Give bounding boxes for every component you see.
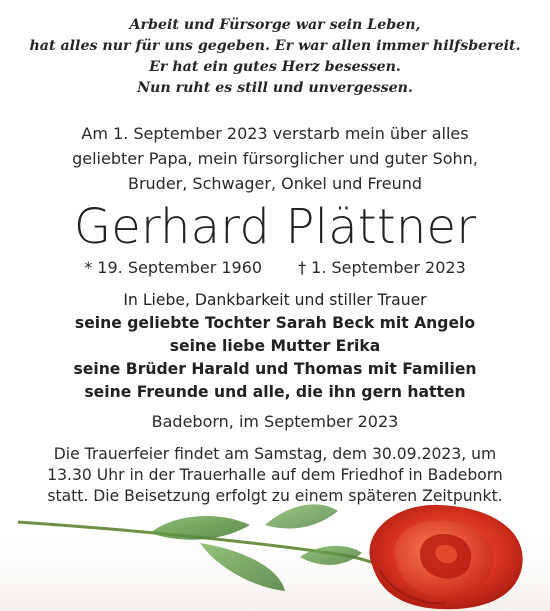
death-announcement [0, 121, 550, 196]
service-line: Die Trauerfeier findet am Samstag, dem 30.09.2023, um [53, 445, 497, 463]
memorial-poem [0, 15, 550, 99]
death-date: † 1. September 2023 [298, 258, 466, 277]
red-rose-image [0, 495, 550, 611]
mourner-line: seine Brüder Harald und Thomas mit Familien [73, 360, 477, 378]
mourner-line: seine liebe Mutter Erika [169, 337, 381, 355]
mourner-line: seine geliebte Tochter Sarah Beck mit Angelo [74, 314, 476, 332]
poem-line: Er hat ein gutes Herz besessen. [149, 59, 401, 75]
mourners-lead: In Liebe, Dankbarkeit und stiller Trauer [123, 291, 427, 309]
intro-line: Bruder, Schwager, Onkel und Freund [127, 174, 423, 193]
birth-date: * 19. September 1960 [84, 258, 263, 277]
poem-line: Arbeit und Fürsorge war sein Leben, [129, 17, 421, 33]
poem-line: Nun ruht es still und unvergessen. [137, 80, 413, 96]
place-and-date: Badeborn, im September 2023 [151, 412, 399, 431]
service-line: 13.30 Uhr in der Trauerhalle auf dem Friedhof in Badeborn [47, 466, 503, 484]
poem-line: hat alles nur für uns gegeben. Er war allen immer hilfsbereit. [29, 38, 521, 54]
mourner-line: seine Freunde und alle, die ihn gern hatten [84, 383, 466, 401]
mourners-list [0, 289, 550, 404]
intro-line: geliebter Papa, mein fürsorglicher und guter Sohn, [72, 149, 478, 168]
intro-line: Am 1. September 2023 verstarb mein über alles [81, 124, 469, 143]
life-dates [0, 257, 550, 279]
service-line: statt. Die Beisetzung erfolgt zu einem späteren Zeitpunkt. [47, 487, 503, 505]
deceased-name: Gerhard Plättner [73, 199, 477, 255]
